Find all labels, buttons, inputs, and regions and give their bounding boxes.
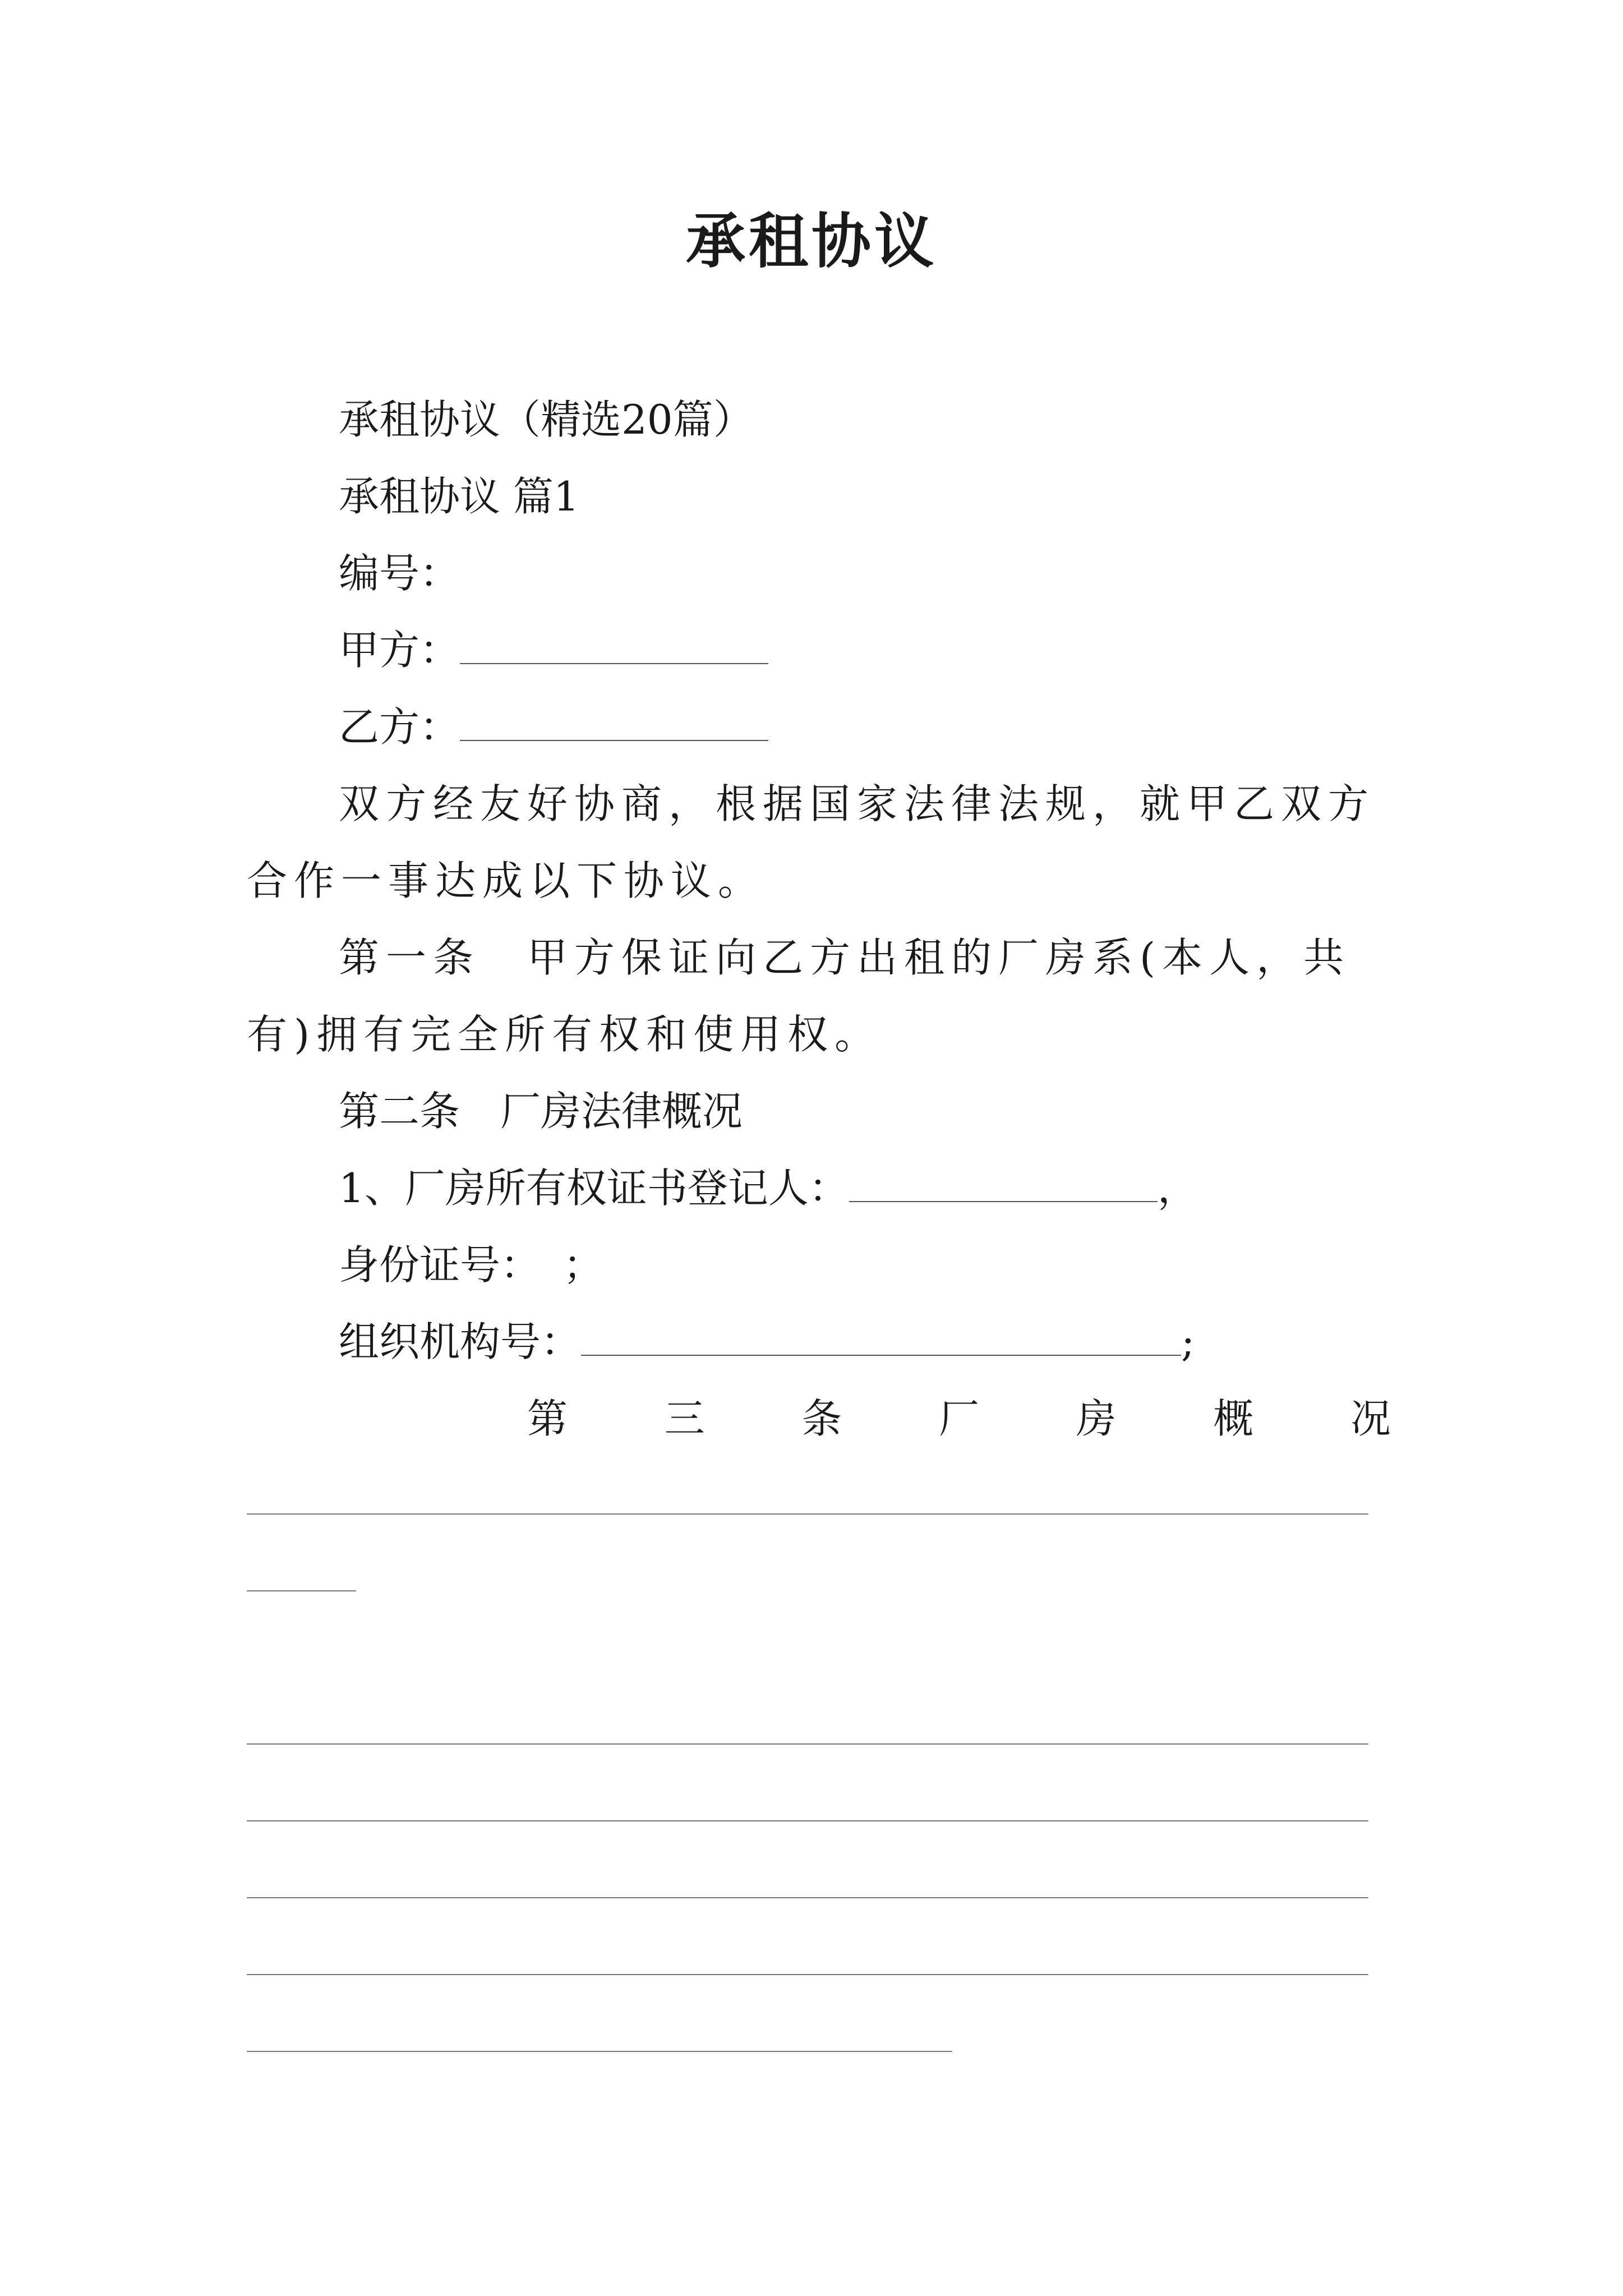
intro-paragraph: 双方经友好协商，根据国家法律法规，就甲乙双方合作一事达成以下协议。 [247,780,1376,904]
party-a-field [247,612,1391,689]
document-subtitle: 承租协议（精选20篇） [339,396,754,443]
id-number-field [247,1227,1391,1304]
article-3-char: 厂 [938,1395,979,1442]
article-3-char: 第 [527,1395,568,1442]
owner-registrant-label: 1、厂房所有权证书登记人： [339,1165,849,1212]
party-b-field [247,689,1391,766]
party-a-label: 甲方： [339,627,460,674]
fill-line[interactable] [247,2051,952,2052]
owner-registrant-blank[interactable] [849,1162,1158,1202]
number-field [247,535,1391,612]
number-label: 编号： [339,550,460,597]
owner-registrant-field [247,1150,1391,1227]
org-code-field [247,1304,1391,1381]
party-b-label: 乙方： [339,703,460,751]
article-3-char: 三 [664,1395,705,1442]
section-heading: 承租协议 篇1 [339,473,579,520]
fill-line[interactable] [247,1974,1368,1975]
article-2-heading: 第二条 厂房法律概况 [339,1088,743,1135]
article-3-char: 况 [1350,1395,1391,1442]
fill-line[interactable] [247,1513,1368,1515]
id-number-label: 身份证号： [339,1241,541,1289]
owner-registrant-suffix: ， [1157,1165,1198,1212]
id-number-suffix: ； [563,1241,604,1289]
article-1-paragraph: 第一条 甲方保证向乙方出租的厂房系(本人，共有)拥有完全所有权和使用权。 [247,934,1351,1058]
document-body [247,381,1391,1457]
document-title: 承租协议 [686,206,937,276]
fill-line[interactable] [247,1590,356,1591]
party-b-blank[interactable] [460,701,768,741]
fill-line[interactable] [247,1743,1368,1745]
article-3-char: 房 [1076,1395,1117,1442]
org-code-blank[interactable] [581,1315,1181,1356]
article-3-heading [247,1381,1391,1457]
fill-line[interactable] [247,1897,1368,1898]
org-code-suffix: ; [1181,1318,1195,1365]
article-3-char: 条 [801,1395,842,1442]
fill-line[interactable] [247,1820,1368,1821]
party-a-blank[interactable] [460,624,768,664]
article-3-char: 概 [1213,1395,1254,1442]
org-code-label: 组织机构号： [339,1318,582,1365]
